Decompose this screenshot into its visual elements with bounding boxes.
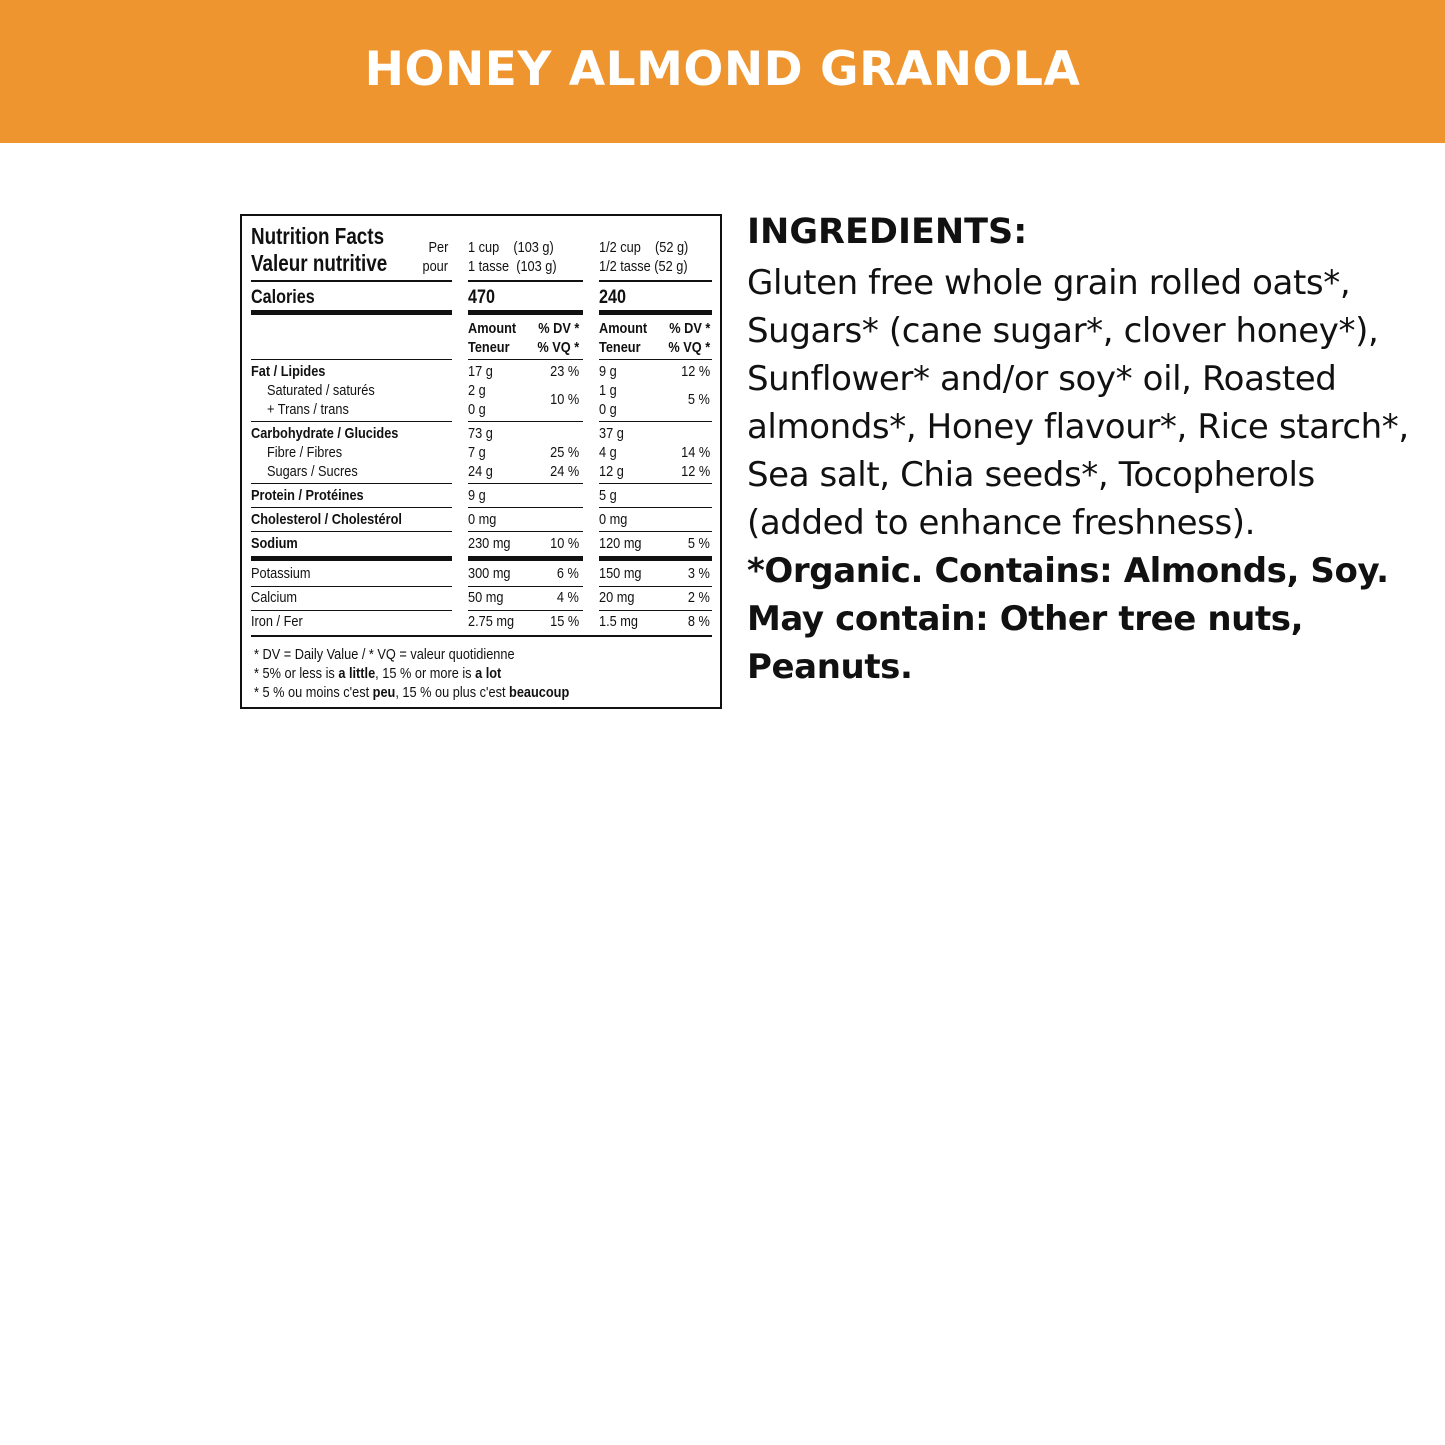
nf-row-rule	[468, 421, 583, 422]
nf-header-rule	[599, 280, 712, 282]
nf-row-rule	[599, 483, 712, 484]
nf-iron-a2: 1.5 mg	[599, 613, 638, 630]
nf-calcium-a1: 50 mg	[468, 589, 504, 606]
nf-section-rule	[468, 556, 583, 561]
nf-row-rule	[468, 507, 583, 508]
nf-dv-en-2: % DV *	[668, 320, 710, 337]
nutrition-facts-table	[240, 214, 722, 709]
nf-fat-a1: 17 g	[468, 363, 493, 380]
nf-sodium-d2: 5 %	[688, 535, 710, 552]
header-banner	[0, 0, 1445, 143]
nf-iron-d2: 8 %	[688, 613, 710, 630]
ingredients-panel	[747, 210, 1437, 691]
nf-per-en: Per	[428, 239, 448, 256]
nf-row-rule	[251, 531, 452, 532]
nf-chol-a1: 0 mg	[468, 511, 497, 528]
nf-potassium-d2: 3 %	[688, 565, 710, 582]
nf-row-rule	[468, 531, 583, 532]
nf-row-rule	[251, 483, 452, 484]
nf-trans-a2: 0 g	[599, 401, 617, 418]
nf-fibre-d1: 25 %	[549, 444, 579, 461]
nf-title-en: Nutrition Facts	[251, 223, 385, 249]
nf-amount-fr-2: Teneur	[599, 339, 641, 356]
nf-sodium-label: Sodium	[251, 535, 298, 552]
nf-trans-label: + Trans / trans	[267, 401, 349, 418]
nf-protein-a1: 9 g	[468, 487, 486, 504]
nf-fibre-label: Fibre / Fibres	[267, 444, 343, 461]
nf-fibre-a2: 4 g	[599, 444, 617, 461]
nf-sat-label: Saturated / saturés	[267, 382, 375, 399]
nf-fat-d1: 23 %	[549, 363, 579, 380]
nf-serving2-en: 1/2 cup (52 g)	[599, 239, 689, 256]
nf-sugars-a2: 12 g	[599, 463, 624, 480]
nf-iron-d1: 15 %	[549, 613, 579, 630]
nf-row-rule	[599, 421, 712, 422]
nf-footer-rule	[251, 635, 712, 637]
nf-title-fr: Valeur nutritive	[251, 250, 388, 276]
nf-carb-a1: 73 g	[468, 425, 493, 442]
nf-calcium-d1: 4 %	[557, 589, 579, 606]
nf-amount-fr: Teneur	[468, 339, 510, 356]
nf-sugars-a1: 24 g	[468, 463, 493, 480]
nf-sat-trans-d1: 10 %	[549, 391, 579, 408]
nf-row-rule	[251, 421, 452, 422]
nf-fibre-a1: 7 g	[468, 444, 486, 461]
nf-row-rule	[599, 359, 712, 360]
nf-sugars-label: Sugars / Sucres	[267, 463, 358, 480]
nf-calories-2: 240	[599, 287, 626, 308]
nf-calories-rule	[251, 310, 452, 315]
nf-potassium-a2: 150 mg	[599, 565, 642, 582]
nf-trans-a1: 0 g	[468, 401, 486, 418]
nf-row-rule	[468, 586, 583, 587]
nf-per-fr: pour	[422, 258, 448, 275]
nf-sugars-d1: 24 %	[549, 463, 579, 480]
nf-serving2-fr: 1/2 tasse (52 g)	[599, 258, 688, 275]
nf-row-rule	[251, 586, 452, 587]
ingredients-text	[747, 259, 1437, 691]
nf-row-rule	[468, 610, 583, 611]
nf-calories-label: Calories	[251, 287, 315, 308]
nf-protein-a2: 5 g	[599, 487, 617, 504]
nf-sat-a1: 2 g	[468, 382, 486, 399]
nf-fat-d2: 12 %	[680, 363, 710, 380]
nf-header-rule	[468, 280, 583, 282]
nf-fat-label: Fat / Lipides	[251, 363, 326, 380]
nf-serving1-fr: 1 tasse (103 g)	[468, 258, 557, 275]
nf-row-rule	[251, 507, 452, 508]
nf-dv-en: % DV *	[537, 320, 579, 337]
nf-row-rule	[599, 531, 712, 532]
allergen-statement: *Organic. Contains: Almonds, Soy. May contain: Other tree nuts, Peanuts.	[747, 551, 1389, 687]
nf-sodium-a1: 230 mg	[468, 535, 511, 552]
nf-protein-label: Protein / Protéines	[251, 487, 364, 504]
nf-row-rule	[599, 586, 712, 587]
nf-sodium-a2: 120 mg	[599, 535, 642, 552]
nf-chol-a2: 0 mg	[599, 511, 628, 528]
nf-calories-rule	[599, 310, 712, 315]
nf-amount-en: Amount	[468, 320, 517, 337]
nf-potassium-label: Potassium	[251, 565, 311, 582]
nf-row-rule	[468, 359, 583, 360]
ingredients-title: INGREDIENTS:	[747, 212, 1028, 252]
nf-row-rule	[251, 359, 452, 360]
nf-section-rule	[599, 556, 712, 561]
nf-serving1-en: 1 cup (103 g)	[468, 239, 554, 256]
nf-row-rule	[599, 610, 712, 611]
nf-dv-fr: % VQ *	[537, 339, 579, 356]
nf-footnote-1: * DV = Daily Value / * VQ = valeur quotidienne	[254, 646, 515, 663]
nf-chol-label: Cholesterol / Cholestérol	[251, 511, 402, 528]
nf-dv-fr-2: % VQ *	[668, 339, 710, 356]
nf-calcium-d2: 2 %	[688, 589, 710, 606]
nf-amount-en-2: Amount	[599, 320, 648, 337]
nf-row-rule	[599, 507, 712, 508]
nf-calcium-label: Calcium	[251, 589, 298, 606]
nf-carb-label: Carbohydrate / Glucides	[251, 425, 399, 442]
nf-sat-trans-d2: 5 %	[688, 391, 710, 408]
product-title: HONEY ALMOND GRANOLA	[364, 42, 1081, 97]
nf-fat-a2: 9 g	[599, 363, 617, 380]
nf-calories-1: 470	[468, 287, 495, 308]
nf-iron-label: Iron / Fer	[251, 613, 303, 630]
nf-row-rule	[251, 610, 452, 611]
nf-sugars-d2: 12 %	[680, 463, 710, 480]
nf-calcium-a2: 20 mg	[599, 589, 635, 606]
nf-calories-rule	[468, 310, 583, 315]
nf-sodium-d1: 10 %	[549, 535, 579, 552]
ingredients-list: Gluten free whole grain rolled oats*, Sugars* (cane sugar*, clover honey*), Sunflower* and/or soy* oil, Roasted almonds*, Honey flavour*, Rice starch*, Sea salt, Chia seeds*, Tocopherols (added to enhance freshness).	[747, 263, 1409, 543]
nf-row-rule	[468, 483, 583, 484]
nf-carb-a2: 37 g	[599, 425, 624, 442]
nf-iron-a1: 2.75 mg	[468, 613, 515, 630]
nf-header-rule	[251, 280, 452, 282]
nf-footnote-3: * 5 % ou moins c'est peu, 15 % ou plus c'est beaucoup	[254, 684, 570, 701]
nf-fibre-d2: 14 %	[680, 444, 710, 461]
nf-sat-a2: 1 g	[599, 382, 617, 399]
nf-potassium-a1: 300 mg	[468, 565, 511, 582]
nf-section-rule	[251, 556, 452, 561]
nf-footnote-2: * 5% or less is a little, 15 % or more is a lot	[254, 665, 502, 682]
nf-potassium-d1: 6 %	[557, 565, 579, 582]
